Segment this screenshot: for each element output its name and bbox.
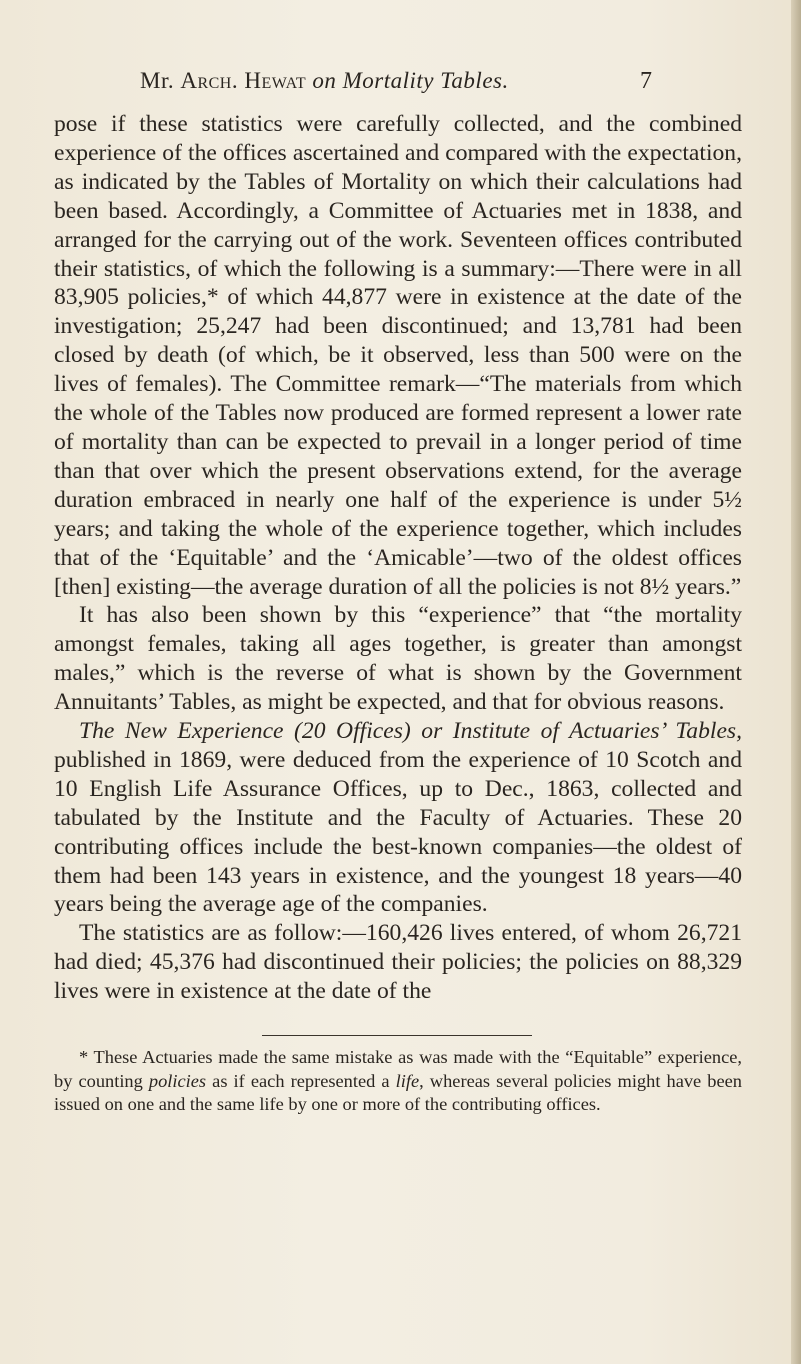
footnote-italic-2: life	[395, 1070, 420, 1091]
author-prefix: Mr.	[140, 68, 175, 93]
footnote-text	[54, 1046, 742, 1117]
running-header	[140, 68, 660, 104]
paragraph-2: It has also been shown by this “experience” that “the mortality amongst females, taking all ages together, is greater than amongst males,” which is the reverse of what is shown by the Government Annuitants’ Tables, as might be expected, and that for obvious reasons.	[54, 602, 742, 716]
paragraph-4: The statistics are as follow:—160,426 lives entered, of whom 26,721 had died; 45,376 had discontinued their policies; the policies on 88,329 lives were in existence at the date of the	[54, 920, 742, 1005]
paragraph-3-text: published in 1869, were deduced from the experience of 10 Scotch and 10 English Life Assurance Offices, up to Dec., 1863, collected and tabulated by the Institute and the Faculty of Actuaries. These 20 contributing offices include the best-known companies—the oldest of them had been 143 years in existence, and the youngest 18 years—40 years being the average age of the companies.	[54, 746, 742, 918]
paragraph-3	[54, 717, 742, 919]
footnote-part-2: as if each represented a	[206, 1070, 396, 1091]
page-number: 7	[640, 68, 652, 94]
footnote	[54, 1046, 742, 1117]
tables-title: The New Experience (20 Offices) or Institute of Actuaries’ Tables,	[79, 718, 742, 745]
running-title: Mortality Tables.	[342, 68, 509, 93]
paragraph-1: pose if these statistics were carefully collected, and the combined experience of the offices ascertained and compared with the expectation, as indicated by the Tables of Mortality on which their calculations had been based. Accordingly, a Committee of Actuaries met in 1838, and arranged for the carrying out of the work. Seventeen offices contributed their statistics, of which the following is a summary:—There were in all 83,905 policies,* of which 44,877 were in existence at the date of the investigation; 25,247 had been discontinued; and 13,781 had been closed by death (of which, be it observed, less than 500 were on the lives of females). The Committee remark—“The materials from which the whole of the Tables now produced are formed represent a lower rate of mortality than can be expected to prevail in a longer period of time than that over which the present observations extend, for the average duration embraced in nearly one half of the experience is under 5½ years; and taking the whole of the experience together, which includes that of the ‘Equitable’ and the ‘Amicable’—two of the oldest offices [then] existing—the average duration of all the policies is not 8½ years.”	[54, 111, 742, 600]
page-edge-shadow	[791, 0, 801, 1364]
footnote-part-3: , whereas several policies might have been issued on one and the same life by one or more of the contributing offices.	[54, 1070, 742, 1114]
footnote-part-1: * These Actuaries made the same mistake as was made with the “Equitable” experience, by counting	[54, 1047, 742, 1091]
header-joiner: on	[312, 68, 337, 93]
footnote-rule	[262, 1035, 532, 1036]
author-name: Arch. Hewat	[180, 68, 307, 93]
footnote-italic-1: policies	[148, 1070, 207, 1091]
body-text	[54, 110, 742, 1006]
